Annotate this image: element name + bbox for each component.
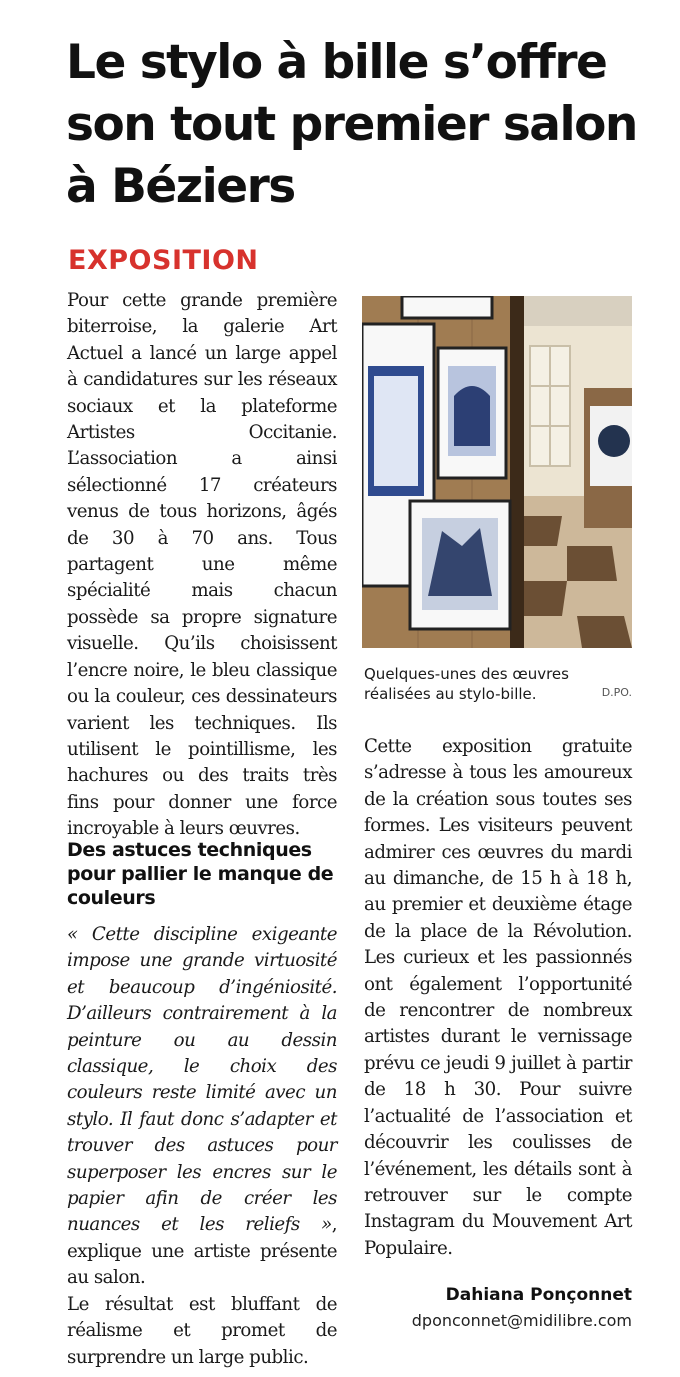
artist-quote: « Cette discipline exigeante impose une grande virtuosité et beaucoup d’ingéniosité. D’ailleurs contrairement à la peinture ou au dessin classique, le choix des couleurs reste limité avec un stylo. Il faut donc s’adapter et trouver des astuces pour superposer les encres sur le papier afin de créer les nuances et les reliefs » bbox=[67, 924, 337, 1236]
quote-attribution: , explique une artiste présente au salon. bbox=[67, 1214, 337, 1289]
photo-credit: D.PO. bbox=[601, 686, 632, 699]
right-column bbox=[364, 734, 632, 1262]
result-paragraph: Le résultat est bluffant de réalisme et promet de surprendre un large public. bbox=[67, 1293, 337, 1368]
headline: Le stylo à bille s’offre son tout premier salon à Béziers bbox=[66, 35, 637, 214]
photo-caption-block bbox=[364, 664, 632, 704]
exhibition-photo bbox=[362, 296, 632, 648]
subheading: Des astuces techniques pour pallier le manque de couleurs bbox=[67, 839, 334, 909]
quote-column bbox=[67, 922, 337, 1371]
intro-paragraph: Pour cette grande première biterroise, la galerie Art Actuel a lancé un large appel à candidatures sur les réseaux sociaux et la plateforme Artistes Occitanie. L’association a ainsi sélectionné 17 créateurs venus de tous horizons, âgés de 30 à 70 ans. Tous partagent une même spécialité mais chacun possède sa propre signature visuelle. Qu’ils choisissent l’encre noire, le bleu classique ou la couleur, ces dessinateurs varient les techniques. Ils utilisent le pointillisme, les hachures ou des traits très fins pour donner une force incroyable à leurs œuvres. bbox=[67, 290, 337, 840]
quote-paragraph bbox=[67, 922, 337, 1292]
author-email[interactable]: dponconnet@midilibre.com bbox=[411, 1311, 632, 1330]
section-kicker: EXPOSITION bbox=[68, 245, 259, 276]
right-paragraph: Cette exposition gratuite s’adresse à tous les amoureux de la création sous toutes ses formes. Les visiteurs peuvent admirer ces œuvres du mardi au dimanche, de 15 h à 18 h, au premier et deuxième étage de la place de la Révolution. Les curieux et les passionnés ont également l’opportunité de rencontrer de nombreux artistes durant le vernissage prévu ce jeudi 9 juillet à partir de 18 h 30. Pour suivre l’actualité de l’association et découvrir les coulisses de l’événement, les détails sont à retrouver sur le compte Instagram du Mouvement Art Populaire. bbox=[364, 736, 632, 1259]
photo-caption: Quelques-unes des œuvres réalisées au stylo-bille. bbox=[364, 665, 569, 703]
author-name: Dahiana Ponçonnet bbox=[445, 1285, 632, 1305]
intro-column bbox=[67, 288, 337, 843]
